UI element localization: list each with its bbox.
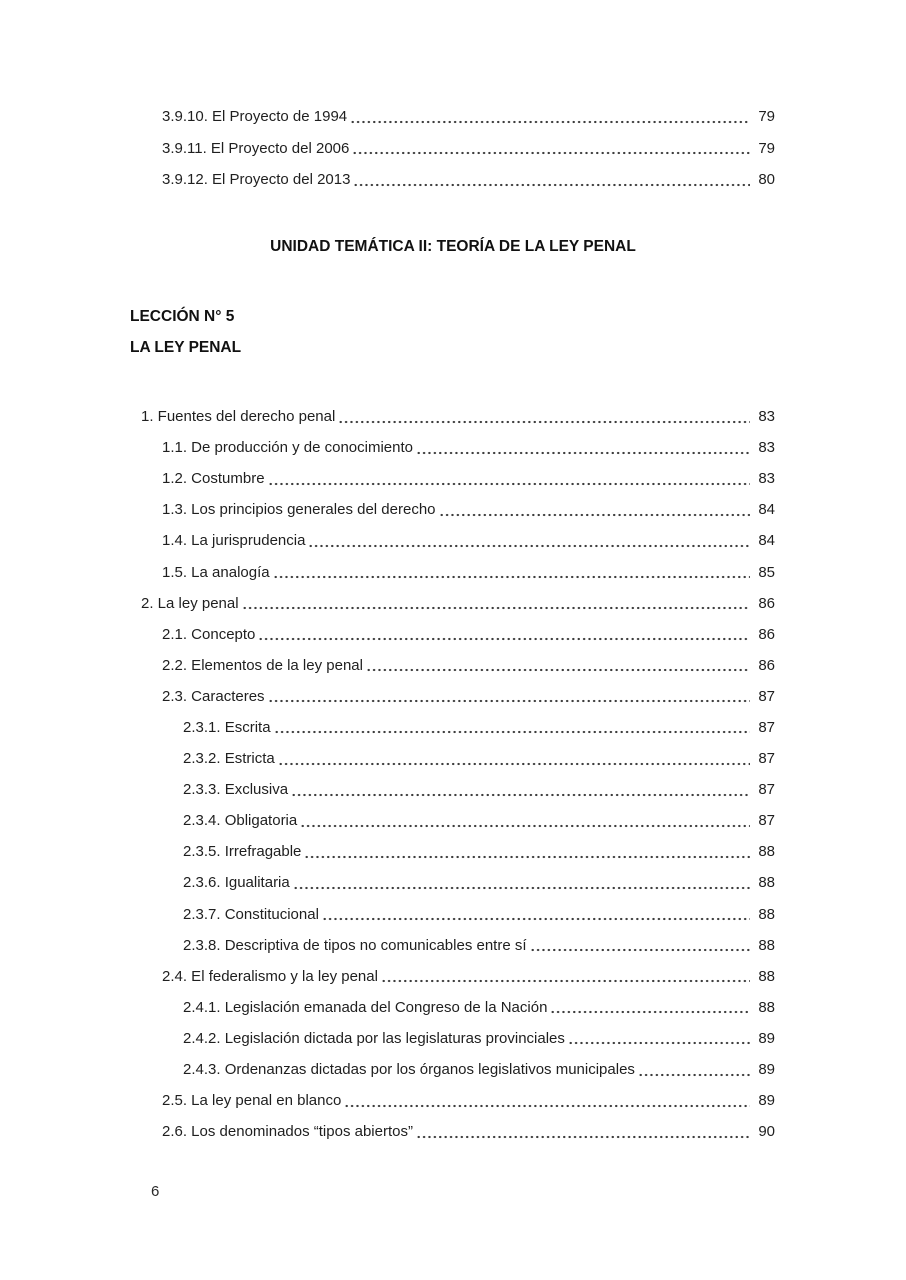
toc-entry-page-number: 79 — [758, 139, 775, 157]
dotted-leader — [350, 101, 750, 133]
dotted-leader — [242, 588, 750, 619]
lesson-heading-block — [130, 301, 241, 363]
footer-page-number: 6 — [151, 1183, 160, 1200]
toc-entry — [141, 494, 775, 525]
toc-entry-label: 2.3.2. Estricta — [183, 750, 275, 768]
dotted-leader — [304, 836, 750, 867]
lesson-title-heading: LA LEY PENAL — [130, 339, 242, 356]
toc-entry-page-number: 89 — [758, 1061, 775, 1079]
toc-entry-page-number: 88 — [758, 905, 775, 923]
toc-entry-label: 2.5. La ley penal en blanco — [162, 1092, 342, 1110]
toc-entry-page-number: 84 — [758, 532, 775, 550]
toc-entry-page-number: 90 — [758, 1123, 775, 1141]
dotted-leader — [416, 432, 750, 463]
toc-entry — [141, 774, 775, 805]
dotted-leader — [352, 133, 750, 165]
dotted-leader — [344, 1085, 750, 1116]
lesson-number-heading: LECCIÓN N° 5 — [130, 308, 235, 325]
toc-entry-label: 2.3.4. Obligatoria — [183, 812, 298, 830]
toc-entry-page-number: 88 — [758, 998, 775, 1016]
toc-entry — [141, 867, 775, 898]
toc-entry-label: 1.3. Los principios generales del derecho — [162, 501, 436, 519]
dotted-leader — [530, 930, 750, 961]
toc-entry-label: 2.3.1. Escrita — [183, 718, 271, 736]
toc-entry — [141, 1116, 775, 1147]
dotted-leader — [268, 463, 750, 494]
toc-entry — [141, 463, 775, 494]
dotted-leader — [308, 525, 750, 556]
toc-entry-page-number: 88 — [758, 843, 775, 861]
toc-entry-page-number: 88 — [758, 936, 775, 954]
dotted-leader — [268, 681, 750, 712]
toc-entry — [141, 1085, 775, 1116]
dotted-leader — [416, 1116, 750, 1147]
dotted-leader — [366, 650, 750, 681]
toc-entry — [141, 836, 775, 867]
toc-entry-label: 2.4.1. Legislación emanada del Congreso de la Nación — [183, 998, 548, 1016]
toc-entry — [141, 1054, 775, 1085]
toc-entry-page-number: 86 — [758, 656, 775, 674]
dotted-leader — [550, 992, 750, 1023]
toc-entry-page-number: 88 — [758, 967, 775, 985]
toc-entry-label: 2.2. Elementos de la ley penal — [162, 656, 363, 674]
dotted-leader — [258, 619, 750, 650]
toc-entry — [141, 899, 775, 930]
toc-entry-page-number: 79 — [758, 108, 775, 126]
toc-entry-label: 2. La ley penal — [141, 594, 239, 612]
toc-entry-page-number: 84 — [758, 501, 775, 519]
dotted-leader — [293, 867, 750, 898]
dotted-leader — [638, 1054, 750, 1085]
toc-list-main — [141, 401, 775, 1147]
toc-entry — [141, 432, 775, 463]
toc-entry-page-number: 85 — [758, 563, 775, 581]
dotted-leader — [353, 164, 750, 196]
toc-entry-label: 2.4.3. Ordenanzas dictadas por los órganos legislativos municipales — [183, 1061, 635, 1079]
toc-entry — [141, 525, 775, 556]
toc-entry-page-number: 86 — [758, 594, 775, 612]
toc-entry-label: 1.1. De producción y de conocimiento — [162, 439, 413, 457]
toc-entry-page-number: 87 — [758, 812, 775, 830]
toc-entry — [141, 681, 775, 712]
dotted-leader — [300, 805, 750, 836]
toc-entry-page-number: 83 — [758, 439, 775, 457]
dotted-leader — [322, 899, 750, 930]
toc-entry — [141, 805, 775, 836]
toc-entry-page-number: 83 — [758, 408, 775, 426]
toc-entry-page-number: 89 — [758, 1092, 775, 1110]
toc-entry-page-number: 86 — [758, 625, 775, 643]
dotted-leader — [273, 556, 750, 587]
toc-entry — [141, 401, 775, 432]
toc-entry-label: 2.4. El federalismo y la ley penal — [162, 967, 378, 985]
dotted-leader — [381, 961, 750, 992]
toc-entry-label: 2.3.5. Irrefragable — [183, 843, 302, 861]
toc-entry-label: 3.9.12. El Proyecto del 2013 — [162, 171, 351, 189]
dotted-leader — [291, 774, 750, 805]
toc-entry-label: 2.6. Los denominados “tipos abiertos” — [162, 1123, 413, 1141]
toc-entry-label: 1.2. Costumbre — [162, 470, 265, 488]
toc-entry-page-number: 87 — [758, 750, 775, 768]
toc-entry-page-number: 87 — [758, 718, 775, 736]
toc-entry — [141, 133, 775, 165]
dotted-leader — [439, 494, 750, 525]
toc-entry — [141, 101, 775, 133]
toc-entry — [141, 588, 775, 619]
toc-entry-label: 2.4.2. Legislación dictada por las legislaturas provinciales — [183, 1029, 565, 1047]
toc-entry-label: 2.1. Concepto — [162, 625, 256, 643]
toc-entry-label: 1.4. La jurisprudencia — [162, 532, 306, 550]
toc-entry — [141, 992, 775, 1023]
dotted-leader — [278, 743, 750, 774]
toc-entry-label: 2.3.6. Igualitaria — [183, 874, 290, 892]
toc-entry-label: 2.3.7. Constitucional — [183, 905, 319, 923]
dotted-leader — [274, 712, 750, 743]
toc-entry-label: 2.3. Caracteres — [162, 687, 265, 705]
toc-entry-label: 1. Fuentes del derecho penal — [141, 408, 336, 426]
dotted-leader — [568, 1023, 750, 1054]
toc-list-top — [141, 101, 775, 196]
toc-entry — [141, 650, 775, 681]
toc-entry-label: 3.9.11. El Proyecto del 2006 — [162, 139, 350, 157]
toc-entry — [141, 556, 775, 587]
toc-entry — [141, 743, 775, 774]
dotted-leader — [338, 401, 750, 432]
toc-entry-page-number: 88 — [758, 874, 775, 892]
toc-entry-page-number: 80 — [758, 171, 775, 189]
toc-entry-label: 3.9.10. El Proyecto de 1994 — [162, 108, 348, 126]
unit-heading: UNIDAD TEMÁTICA II: TEORÍA DE LA LEY PENAL — [270, 238, 636, 255]
toc-entry — [141, 164, 775, 196]
toc-entry-label: 2.3.8. Descriptiva de tipos no comunicables entre sí — [183, 936, 527, 954]
toc-entry-page-number: 87 — [758, 687, 775, 705]
toc-entry — [141, 930, 775, 961]
toc-entry-label: 1.5. La analogía — [162, 563, 270, 581]
toc-entry-page-number: 87 — [758, 781, 775, 799]
toc-entry — [141, 712, 775, 743]
toc-entry — [141, 961, 775, 992]
toc-entry-label: 2.3.3. Exclusiva — [183, 781, 289, 799]
toc-entry — [141, 1023, 775, 1054]
toc-entry-page-number: 83 — [758, 470, 775, 488]
toc-entry — [141, 619, 775, 650]
toc-entry-page-number: 89 — [758, 1029, 775, 1047]
